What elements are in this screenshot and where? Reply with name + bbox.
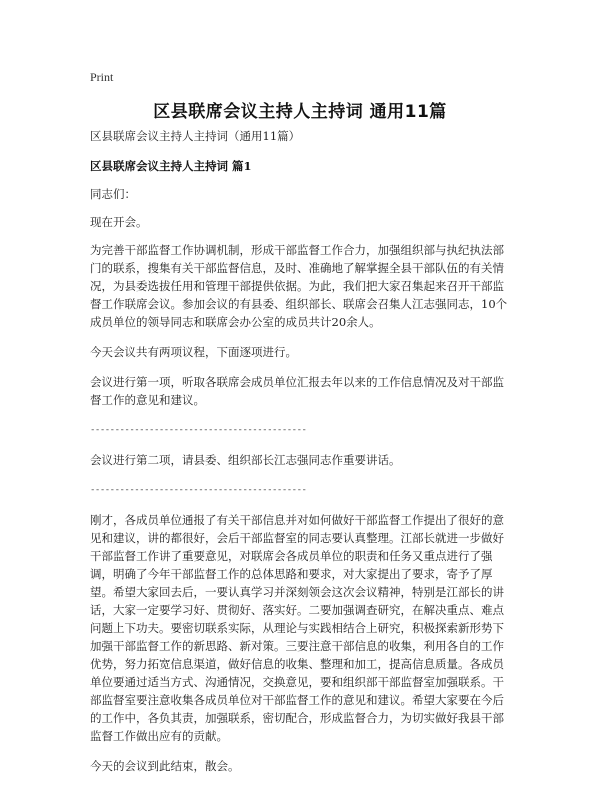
divider: -------------------------------------------- — [90, 485, 307, 495]
salutation: 同志们： — [90, 187, 136, 201]
opening-line: 现在开会。 — [90, 215, 148, 229]
paragraph-purpose: 为完善干部监督工作协调机制，形成干部监督工作合力，加强组织部与执纪执法部门的联系，搜集有关干部监督信息，及时、准确地了解掌握全县干部队伍的有关情况，为县委选拔任用和管理干部提供依据。为此，我们把大家召集起来召开干部监督工作联席会议。参加会议的有县委、组织部长、联席会召集人江志强同志，10个成员单位的领导同志和联席会办公室的成员共计20余人。 — [90, 243, 508, 329]
paragraph-item-two: 会议进行第二项，请县委、组织部长江志强同志作重要讲话。 — [90, 453, 401, 467]
paragraph-closing: 今天的会议到此结束，散会。 — [90, 759, 240, 773]
print-label[interactable]: Print — [90, 70, 114, 84]
document-title: 区县联席会议主持人主持词 通用11篇 — [153, 102, 447, 122]
document-subtitle: 区县联席会议主持人主持词（通用11篇） — [90, 129, 301, 143]
paragraph-item-one: 会议进行第一项，听取各联席会成员单位汇报去年以来的工作信息情况及对干部监督工作的意见和建议。 — [90, 375, 504, 407]
document-body — [90, 127, 515, 787]
section-heading: 区县联席会议主持人主持词 篇1 — [90, 159, 252, 173]
paragraph-agenda: 今天会议共有两项议程，下面逐项进行。 — [90, 345, 297, 359]
divider: -------------------------------------------- — [90, 425, 307, 435]
paragraph-summary: 刚才，各成员单位通报了有关干部信息并对如何做好干部监督工作提出了很好的意见和建议，讲的都很好，会后干部监督室的同志要认真整理。江部长就进一步做好干部监督工作讲了重要意见，对联席会各成员单位的职责和任务又重点进行了强调，明确了今年干部监督工作的总体思路和要求，对大家提出了要求，寄予了厚望。希望大家回去后，一要认真学习并深刻领会这次会议精神，特别是江部长的讲话，大家一定要学习好、贯彻好、落实好。二要加强调查研究，在解决重点、难点问题上下功夫。要密切联系实际，从理论与实践相结合上研究，积极探索新形势下加强干部监督工作的新思路、新对策。三要注意干部信息的收集，利用各自的工作优势，努力拓宽信息渠道，做好信息的收集、整理和加工，提高信息质量。各成员单位要通过适当方式、沟通情况，交换意见，要和组织部干部监督室加强联系。干部监督室要注意收集各成员单位对干部监督工作的意见和建议。希望大家要在今后的工作中，各负其责，加强联系，密切配合，形成监督合力，为切实做好我县干部监督工作做出应有的贡献。 — [90, 513, 504, 743]
